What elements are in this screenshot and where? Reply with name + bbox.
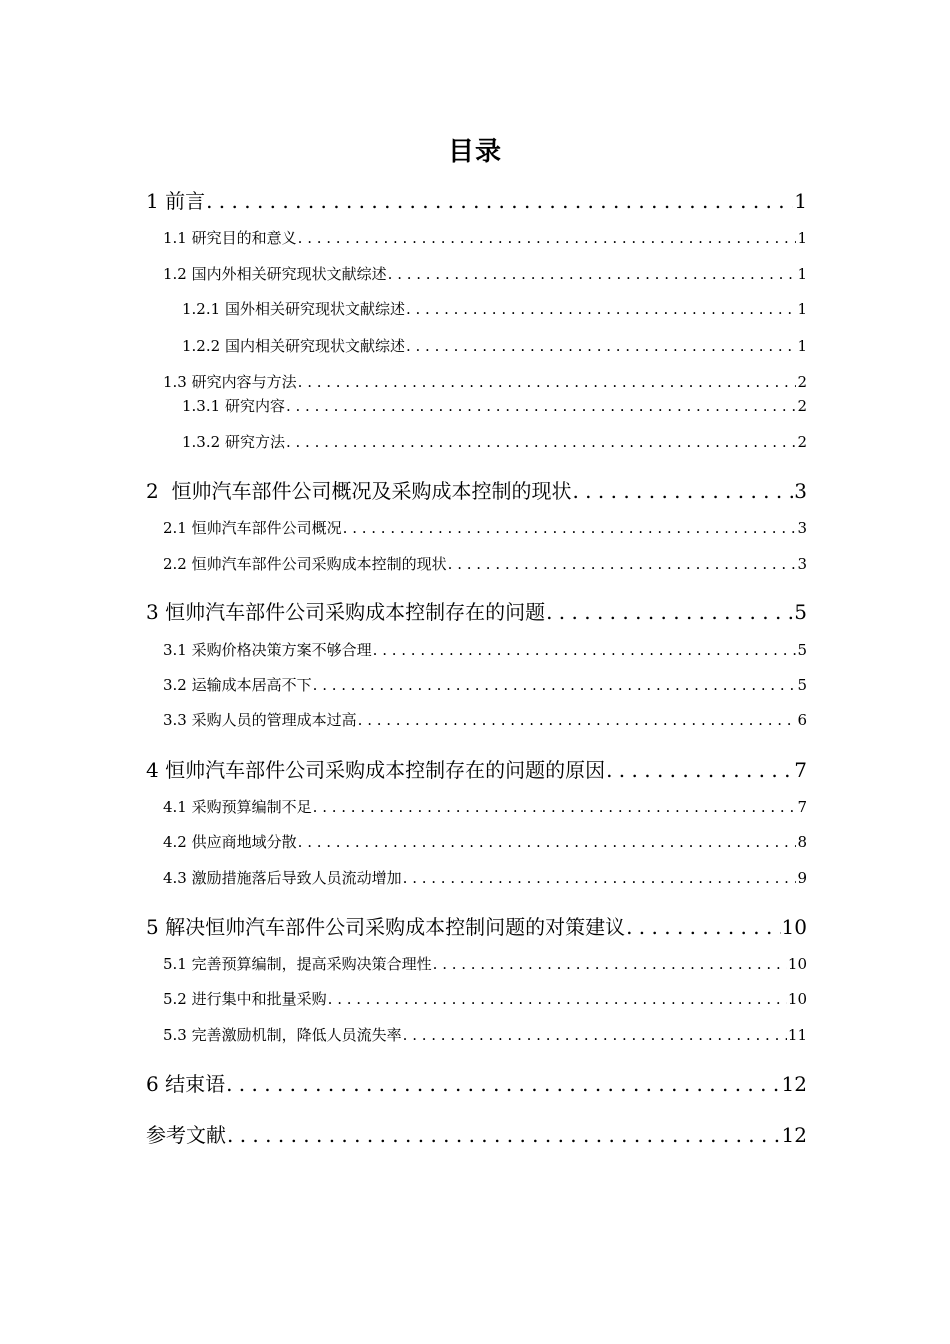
toc-page-number: 1	[794, 189, 807, 213]
toc-dot-leader	[286, 431, 796, 453]
toc-entry-title: 采购价格决策方案不够合理	[191, 641, 372, 659]
page-title: 目录	[447, 137, 502, 167]
toc-page-number: 1	[797, 265, 807, 283]
toc-entry-number: 1.3	[163, 373, 187, 391]
toc-entry-title: 完善激励机制，降低人员流失率	[191, 1026, 402, 1044]
toc-entry-1-3[interactable]	[163, 371, 807, 393]
toc-entry-1-1[interactable]	[163, 227, 807, 249]
toc-dot-leader	[313, 796, 797, 818]
toc-entry-number: 2.1	[163, 519, 187, 537]
toc-entry-number: 1.2	[163, 265, 187, 283]
toc-page-number: 3	[794, 479, 807, 503]
toc-entry-title: 恒帅汽车部件公司采购成本控制的现状	[191, 555, 447, 573]
toc-entry-1-2-1[interactable]	[182, 298, 807, 320]
toc-entry-1-2[interactable]	[163, 263, 807, 285]
toc-dot-leader	[343, 517, 797, 539]
toc-dot-leader	[546, 598, 793, 626]
toc-entry-title: 采购预算编制不足	[191, 798, 312, 816]
toc-entry-number: 4.1	[163, 798, 187, 816]
toc-entry-3[interactable]	[146, 598, 807, 626]
toc-entry-3-2[interactable]	[163, 674, 807, 696]
toc-entry-number: 1.2.2	[182, 337, 221, 355]
toc-dot-leader	[373, 639, 797, 661]
toc-entry-1[interactable]	[146, 187, 807, 215]
toc-entry-title: 恒帅汽车部件公司采购成本控制存在的问题	[165, 600, 546, 624]
toc-entry-4-2[interactable]	[163, 831, 807, 853]
toc-entry-title: 运输成本居高不下	[191, 676, 312, 694]
toc-dot-leader	[406, 298, 796, 320]
toc-entry-title: 激励措施落后导致人员流动增加	[191, 869, 402, 887]
toc-entry-title: 研究目的和意义	[191, 229, 297, 247]
toc-page-number: 1	[797, 229, 807, 247]
toc-entry-number: 4.2	[163, 833, 187, 851]
toc-entry-number: 5.2	[163, 990, 187, 1008]
toc-entry-1-2-2[interactable]	[182, 335, 807, 357]
toc-page-number: 11	[787, 1026, 807, 1044]
toc-dot-leader	[606, 756, 793, 784]
toc-entry-number: 6	[146, 1072, 159, 1096]
toc-entry-number: 3.2	[163, 676, 187, 694]
toc-entry-5[interactable]	[146, 913, 807, 941]
toc-entry-title: 恒帅汽车部件公司概况	[191, 519, 342, 537]
toc-entry-number: 5.1	[163, 955, 187, 973]
toc-entry-2-1[interactable]	[163, 517, 807, 539]
toc-entry-title: 恒帅汽车部件公司采购成本控制存在的问题的原因	[165, 758, 606, 782]
toc-page-number: 7	[797, 798, 807, 816]
toc-entry-number: 5	[146, 915, 159, 939]
toc-dot-leader	[388, 263, 797, 285]
toc-page-number: 7	[794, 758, 807, 782]
toc-entry-6[interactable]	[146, 1070, 807, 1098]
toc-dot-leader	[227, 1121, 781, 1149]
toc-dot-leader	[206, 187, 793, 215]
toc-entry-title: 研究方法	[224, 433, 285, 451]
toc-dot-leader	[358, 709, 797, 731]
toc-entry-title: 供应商地域分散	[191, 833, 297, 851]
toc-page-number: 12	[781, 1072, 807, 1096]
toc-entry-title: 恒帅汽车部件公司概况及采购成本控制的现状	[171, 479, 572, 503]
toc-page-number: 5	[797, 641, 807, 659]
toc-entry-4[interactable]	[146, 756, 807, 784]
toc-dot-leader	[403, 1024, 787, 1046]
toc-page-number: 1	[797, 337, 807, 355]
toc-entry-title: 解决恒帅汽车部件公司采购成本控制问题的对策建议	[165, 915, 626, 939]
toc-entry-number: 1.3.1	[182, 397, 221, 415]
toc-dot-leader	[313, 674, 797, 696]
toc-entry-2[interactable]	[146, 477, 807, 505]
toc-entry-number: 3	[146, 600, 159, 624]
toc-entry-number: 1.1	[163, 229, 187, 247]
toc-entry-title: 国内相关研究现状文献综述	[224, 337, 405, 355]
toc-page-number: 2	[797, 397, 807, 415]
toc-entry-title: 进行集中和批量采购	[191, 990, 327, 1008]
toc-entry-title: 前言	[165, 189, 206, 213]
toc-entry-title: 研究内容与方法	[191, 373, 297, 391]
toc-entry-title: 完善预算编制，提高采购决策合理性	[191, 955, 432, 973]
toc-page-number: 12	[781, 1123, 807, 1147]
toc-dot-leader	[403, 867, 797, 889]
toc-page-number: 5	[794, 600, 807, 624]
toc-page-number: 6	[797, 711, 807, 729]
toc-entry-title: 参考文献	[146, 1123, 226, 1147]
toc-dot-leader	[433, 953, 787, 975]
toc-entry-number: 3.3	[163, 711, 187, 729]
toc-page-number: 2	[797, 373, 807, 391]
toc-entry-5-3[interactable]	[163, 1024, 807, 1046]
toc-dot-leader	[298, 371, 797, 393]
toc-page-number: 3	[797, 519, 807, 537]
toc-entry-5-2[interactable]	[163, 988, 807, 1010]
toc-entry-4-3[interactable]	[163, 867, 807, 889]
toc-entry-number: 1.2.1	[182, 300, 221, 318]
toc-entry-title: 结束语	[165, 1072, 226, 1096]
toc-entry-1-3-2[interactable]	[182, 431, 807, 453]
toc-page-number: 9	[797, 869, 807, 887]
toc-page-number: 5	[797, 676, 807, 694]
toc-entry-title: 国内外相关研究现状文献综述	[191, 265, 387, 283]
toc-dot-leader	[286, 395, 796, 417]
toc-entry-references[interactable]	[146, 1121, 807, 1149]
toc-page-number: 10	[787, 990, 807, 1008]
toc-entry-title: 国外相关研究现状文献综述	[224, 300, 405, 318]
toc-entry-number: 3.1	[163, 641, 187, 659]
toc-dot-leader	[328, 988, 787, 1010]
toc-page-number: 3	[797, 555, 807, 573]
toc-entry-number: 4.3	[163, 869, 187, 887]
toc-entry-number: 5.3	[163, 1026, 187, 1044]
toc-page-number: 10	[781, 915, 807, 939]
toc-dot-leader	[226, 1070, 780, 1098]
toc-entry-3-3[interactable]	[163, 709, 807, 731]
toc-dot-leader	[626, 913, 780, 941]
toc-entry-number: 4	[146, 758, 159, 782]
toc-entry-3-1[interactable]	[163, 639, 807, 661]
toc-entry-title: 研究内容	[224, 397, 285, 415]
toc-page-number: 8	[797, 833, 807, 851]
toc-page-number: 1	[797, 300, 807, 318]
toc-entry-number: 2	[146, 479, 159, 503]
toc-dot-leader	[572, 477, 793, 505]
toc-dot-leader	[448, 553, 797, 575]
toc-entry-4-1[interactable]	[163, 796, 807, 818]
toc-dot-leader	[298, 831, 797, 853]
toc-entry-2-2[interactable]	[163, 553, 807, 575]
toc-entry-number: 2.2	[163, 555, 187, 573]
toc-entry-number: 1.3.2	[182, 433, 221, 451]
toc-entry-5-1[interactable]	[163, 953, 807, 975]
toc-dot-leader	[298, 227, 797, 249]
toc-page-number: 10	[787, 955, 807, 973]
toc-page-number: 2	[797, 433, 807, 451]
toc-dot-leader	[406, 335, 796, 357]
toc-entry-number: 1	[146, 189, 159, 213]
toc-entry-1-3-1[interactable]	[182, 395, 807, 417]
toc-entry-title: 采购人员的管理成本过高	[191, 711, 357, 729]
